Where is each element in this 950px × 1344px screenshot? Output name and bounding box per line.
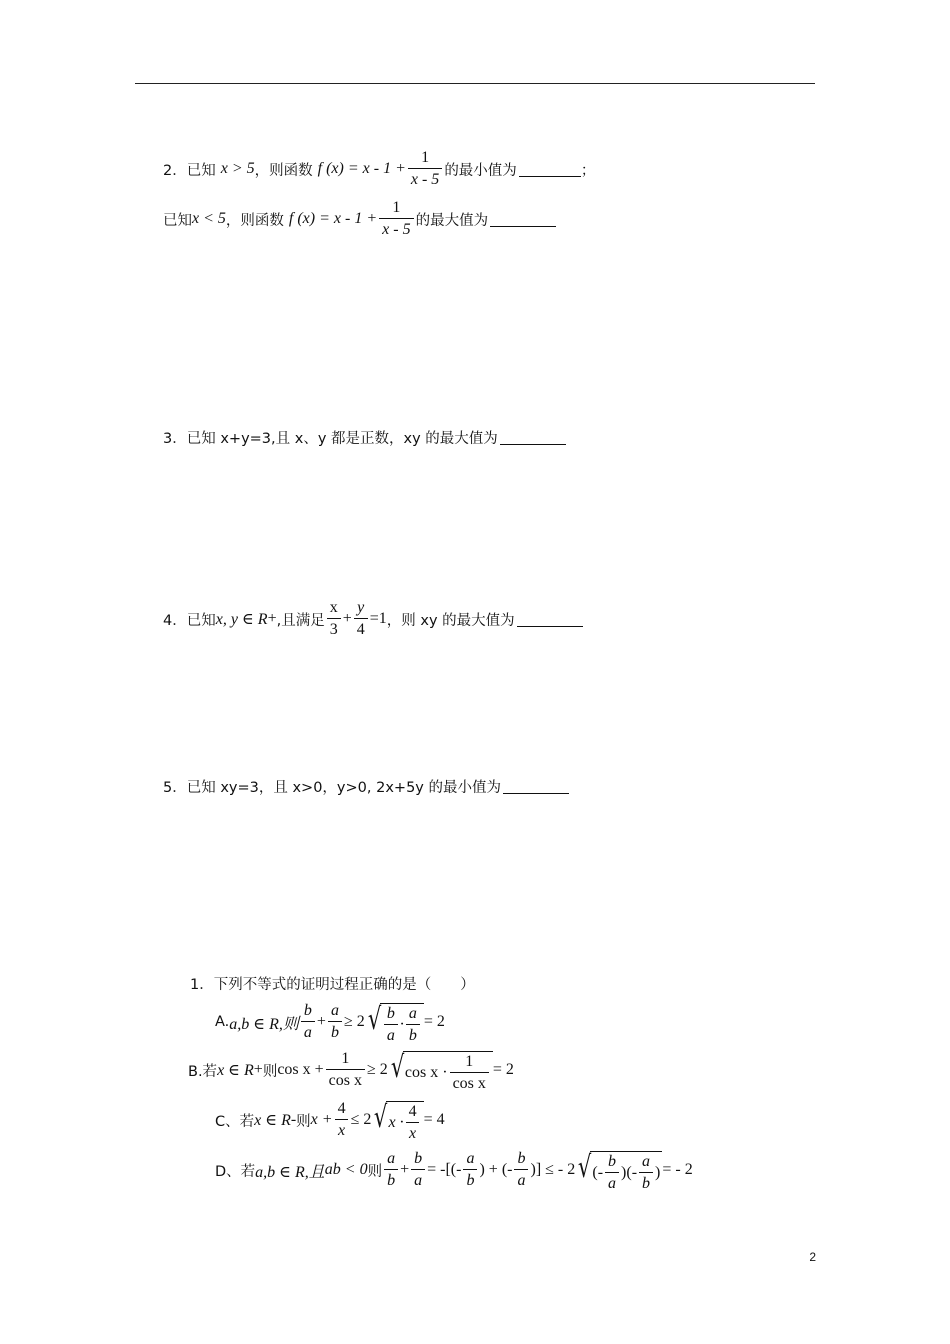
option-c-fraction-den: x bbox=[335, 1119, 348, 1139]
question-2-line-2 bbox=[163, 200, 556, 238]
option-c-superscript: - bbox=[290, 1111, 297, 1128]
q2-tail-2: 的最大值为 bbox=[415, 212, 489, 229]
q4-fraction-1 bbox=[327, 600, 341, 638]
option-c-fraction-num: 4 bbox=[337, 1100, 346, 1117]
q1-title-text: 1．下列不等式的证明过程正确的是（ ） bbox=[190, 977, 475, 993]
q4-superscript: + bbox=[267, 610, 277, 627]
option-b-label: B.若 bbox=[188, 1063, 218, 1080]
q2-condition-1: x > 5 bbox=[220, 160, 255, 177]
option-b-radicand: cos x · bbox=[404, 1064, 448, 1081]
q2-fraction-2-num: 1 bbox=[392, 199, 401, 216]
q2-fraction-2-den: x - 5 bbox=[379, 218, 413, 238]
q4-fraction-2-den: 4 bbox=[354, 618, 368, 638]
q4-fraction-2 bbox=[354, 600, 368, 638]
option-a: A. a,b ∈ R,则 $\frac{b}{a}$ + $\frac{a}{b}$ ≥ 2 √ $\frac{b}{a}$ · $\frac{a}{b}$ = 2 bbox=[215, 1002, 445, 1044]
q4-fraction-2-num: y bbox=[357, 599, 365, 616]
q4-plus: + bbox=[342, 610, 352, 627]
option-b-sqrt: √ cos x · $\frac{1}{\text{cos x}}$ bbox=[388, 1048, 493, 1092]
q4-fraction-1-den: 3 bbox=[327, 618, 341, 638]
option-b-then: 则 bbox=[262, 1063, 278, 1080]
q2-label-2: 已知 bbox=[163, 212, 192, 229]
option-a-sqrt: √ $\frac{b}{a}$ · $\frac{a}{b}$ bbox=[365, 1000, 424, 1044]
option-d-then: 则 bbox=[367, 1163, 383, 1180]
q4-answer-blank[interactable] bbox=[517, 612, 583, 627]
option-d-frac-b-a: $\frac{b}{a}$ bbox=[411, 1151, 425, 1189]
question-5 bbox=[163, 776, 569, 797]
option-c bbox=[215, 1098, 445, 1142]
option-d-frac-2: $\frac{a}{b}$ bbox=[463, 1151, 477, 1189]
option-c-fraction bbox=[335, 1101, 349, 1139]
q2-fraction-num: 1 bbox=[421, 149, 430, 166]
question-1-title bbox=[190, 973, 475, 994]
option-b-fraction-den: cos x bbox=[326, 1069, 365, 1089]
option-d-equals: = - 2 bbox=[662, 1161, 693, 1178]
option-c-condition: x ∈ R bbox=[254, 1112, 291, 1129]
q3-answer-blank[interactable] bbox=[500, 430, 566, 445]
q5-text: 5．已知 xy=3，且 x>0，y>0, 2x+5y 的最小值为 bbox=[163, 780, 501, 796]
q2-condition-2: x < 5 bbox=[192, 210, 226, 227]
option-b-rad-den: cos x bbox=[450, 1072, 489, 1092]
option-a-condition: a,b ∈ R,则 bbox=[229, 1015, 299, 1033]
q2-answer-blank-1[interactable] bbox=[519, 162, 581, 177]
option-d-label: D、若 bbox=[215, 1163, 256, 1180]
q4-equals: =1 bbox=[369, 610, 387, 627]
option-d-ab: ab < 0 bbox=[324, 1161, 368, 1178]
question-2-line-1 bbox=[163, 150, 595, 188]
option-c-radicand: x · bbox=[388, 1114, 404, 1131]
option-a-frac-a-b: $\frac{a}{b}$ bbox=[328, 1003, 342, 1041]
option-c-le: ≤ 2 bbox=[350, 1111, 372, 1128]
q2-end: ； bbox=[580, 162, 596, 179]
option-d-mid: ) + (- bbox=[479, 1161, 513, 1178]
option-b-condition: x ∈ R bbox=[217, 1062, 254, 1079]
option-b-cos: cos x + bbox=[277, 1061, 324, 1078]
question-4 bbox=[163, 600, 583, 638]
option-b-ge: ≥ 2 bbox=[367, 1061, 388, 1078]
q2-answer-blank-2[interactable] bbox=[490, 212, 556, 227]
q4-mid: ,且满足 bbox=[276, 612, 325, 629]
option-d-frac-a-b: $\frac{a}{b}$ bbox=[384, 1151, 398, 1189]
option-b-rad-num: 1 bbox=[465, 1053, 474, 1070]
page-number: 2 bbox=[809, 1250, 816, 1264]
option-b-fraction bbox=[326, 1051, 365, 1089]
option-b-fraction-num: 1 bbox=[341, 1050, 350, 1067]
q4-label: 4．已知 bbox=[163, 612, 216, 629]
option-d-sqrt: √ (- $\frac{b}{a}$ )(- $\frac{a}{b}$ ) bbox=[578, 1150, 661, 1192]
option-d-expr: = -[(- bbox=[427, 1161, 462, 1178]
q2-tail-1: 的最小值为 bbox=[444, 162, 517, 179]
q2-fraction-2 bbox=[379, 200, 413, 238]
q3-text: 3．已知 x+y=3,且 x、y 都是正数，xy 的最大值为 bbox=[163, 431, 498, 447]
option-b-equals: = 2 bbox=[492, 1061, 514, 1078]
q2-text-2: ，则函数 bbox=[225, 212, 284, 229]
option-b-superscript: + bbox=[253, 1061, 263, 1078]
question-3 bbox=[163, 427, 566, 448]
q4-fraction-1-num: x bbox=[329, 599, 338, 616]
option-c-then: 则 bbox=[296, 1113, 311, 1130]
option-c-label: C、若 bbox=[215, 1113, 255, 1130]
option-a-label: A. bbox=[215, 1014, 230, 1030]
q2-fraction bbox=[408, 150, 442, 188]
option-c-rad-den: x bbox=[406, 1122, 419, 1142]
q5-answer-blank[interactable] bbox=[503, 779, 569, 794]
option-c-x: x + bbox=[310, 1111, 333, 1128]
q2-text: ，则函数 bbox=[254, 162, 313, 179]
option-c-rad-num: 4 bbox=[408, 1103, 417, 1120]
option-c-sqrt: √ x · $\frac{4}{x}$ bbox=[371, 1098, 423, 1142]
q2-function: f (x) = x - 1 + bbox=[317, 160, 406, 177]
option-c-equals: = 4 bbox=[423, 1111, 445, 1128]
q2-label: 2．已知 bbox=[163, 162, 216, 179]
option-a-equals: = 2 bbox=[423, 1013, 445, 1030]
option-b bbox=[188, 1048, 514, 1092]
option-d-close: )] ≤ - 2 bbox=[530, 1161, 576, 1178]
q2-function-2: f (x) = x - 1 + bbox=[288, 210, 378, 227]
q2-fraction-den: x - 5 bbox=[408, 168, 442, 188]
q4-tail: ，则 xy 的最大值为 bbox=[386, 612, 515, 629]
option-a-ge: ≥ 2 bbox=[343, 1013, 365, 1030]
q4-set: x, y ∈ R bbox=[215, 611, 268, 628]
option-d-condition: a,b ∈ R,且 bbox=[255, 1163, 325, 1181]
header-rule bbox=[135, 83, 815, 84]
option-d-frac-3: $\frac{b}{a}$ bbox=[514, 1151, 528, 1189]
option-d: D、若 a,b ∈ R,且 ab < 0 则 $\frac{a}{b}$ + $\frac{b}{a}$ = -[(- $\frac{a}{b}$ ) + (- $\frac{b}{a}$ )] ≤ - 2 √ (- $\frac{b}{a}$ )(- $\frac{a}{b}$ ) = - 2 bbox=[215, 1150, 693, 1192]
option-a-frac-b-a: $\frac{b}{a}$ bbox=[301, 1003, 315, 1041]
